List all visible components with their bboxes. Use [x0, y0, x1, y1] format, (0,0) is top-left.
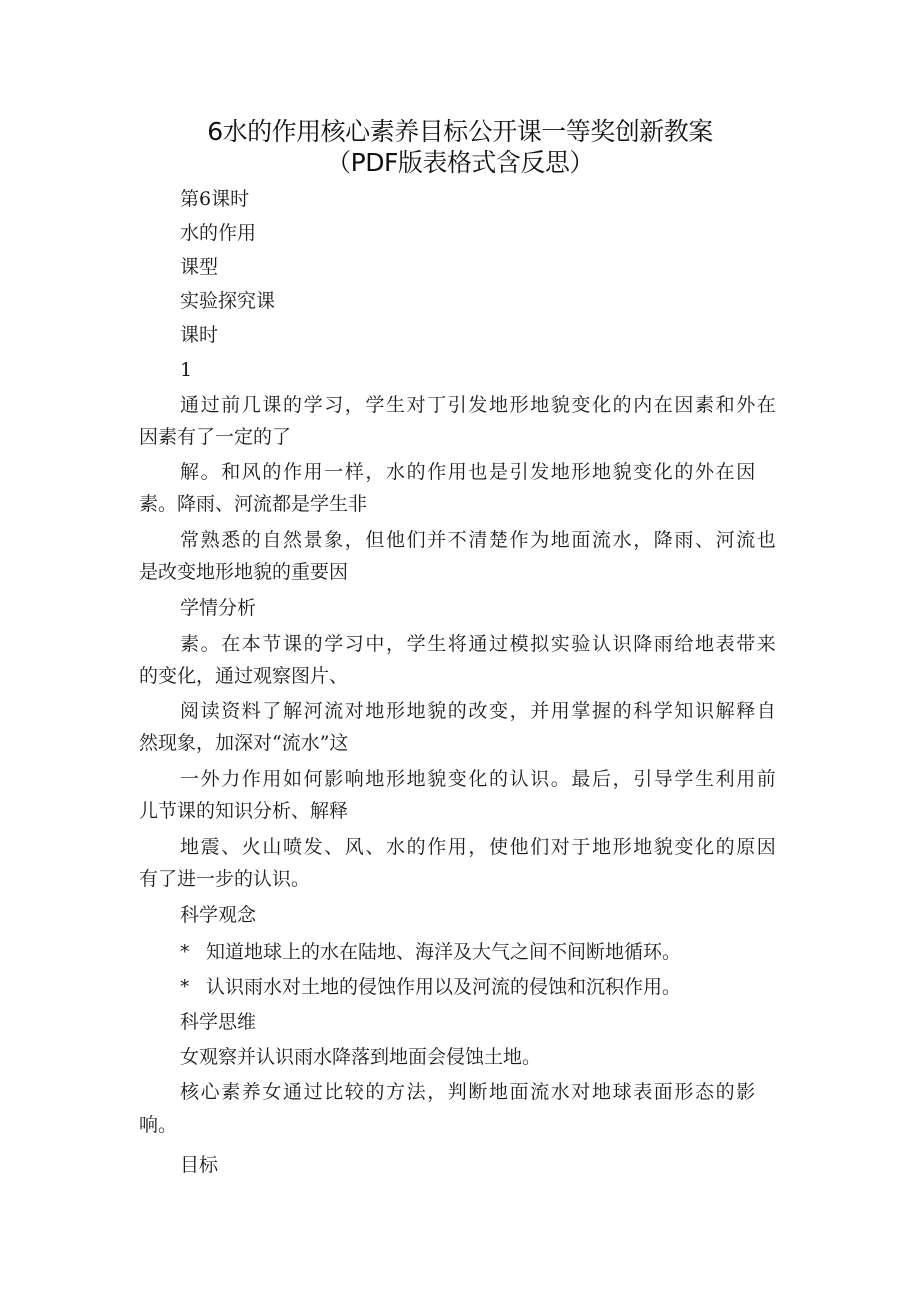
lesson-type-label: 课型	[180, 256, 219, 278]
paragraph-line: 女观察并认识雨水降落到地面会侵蚀土地。	[180, 1046, 542, 1068]
paragraph-line: 的变化，通过观察图片、	[139, 665, 349, 687]
paragraph-line: 因素有了一定的了	[139, 426, 292, 448]
concept-item: 知道地球上的水在陆地、海洋及大气之间不间断地循环。	[206, 941, 682, 963]
paragraph-line: 是改变地形地貌的重要因	[139, 561, 349, 583]
paragraph-line: 儿节课的知识分析、解释	[139, 800, 349, 822]
paragraph-line: 阅读资料了解河流对地形地貌的改变，并用掌握的科学知识解释自	[180, 700, 778, 722]
bullet-mark: *	[180, 976, 190, 998]
paragraph-line: 素。在本节课的学习中，学生将通过模拟实验认识降雨给地表带来	[180, 633, 778, 655]
section-heading-thinking: 科学思维	[180, 1011, 257, 1033]
lesson-name: 水的作用	[180, 222, 257, 244]
lesson-hours-label: 课时	[180, 324, 219, 346]
document-subtitle: （PDF版表格式含反思）	[326, 148, 594, 177]
concept-item: 认识雨水对土地的侵蚀作用以及河流的侵蚀和沉积作用。	[206, 976, 682, 998]
lesson-hours-value: 1	[180, 359, 193, 381]
bullet-mark: *	[180, 941, 190, 963]
paragraph-line: 一外力作用如何影响地形地貌变化的认识。最后，引导学生利用前	[180, 768, 778, 790]
section-heading-goal: 目标	[180, 1154, 219, 1176]
paragraph-line: 响。	[139, 1114, 178, 1136]
section-heading-analysis: 学情分析	[180, 597, 257, 619]
paragraph-line: 解。和风的作用一样，水的作用也是引发地形地貌变化的外在因	[180, 461, 757, 483]
document-title: 6水的作用核心素养目标公开课一等奖创新教案	[207, 117, 713, 146]
paragraph-line: 常熟悉的自然景象，但他们并不清楚作为地面流水，降雨、河流也	[180, 529, 778, 551]
section-heading-concept: 科学观念	[180, 904, 257, 926]
lesson-number: 第6课时	[180, 188, 250, 210]
lesson-type-value: 实验探究课	[180, 290, 276, 312]
paragraph-line: 通过前几课的学习，学生对丁引发地形地貌变化的内在因素和外在	[180, 394, 778, 416]
paragraph-line: 然现象，加深对“流水”这	[139, 732, 349, 754]
paragraph-line: 素。降雨、河流都是学生非	[139, 493, 368, 515]
paragraph-line: 地震、火山喷发、风、水的作用，使他们对于地形地貌变化的原因	[180, 836, 778, 858]
paragraph-line: 核心素养女通过比较的方法，判断地面流水对地球表面形态的影	[180, 1081, 757, 1103]
paragraph-line: 有了进一步的认识。	[139, 868, 311, 890]
